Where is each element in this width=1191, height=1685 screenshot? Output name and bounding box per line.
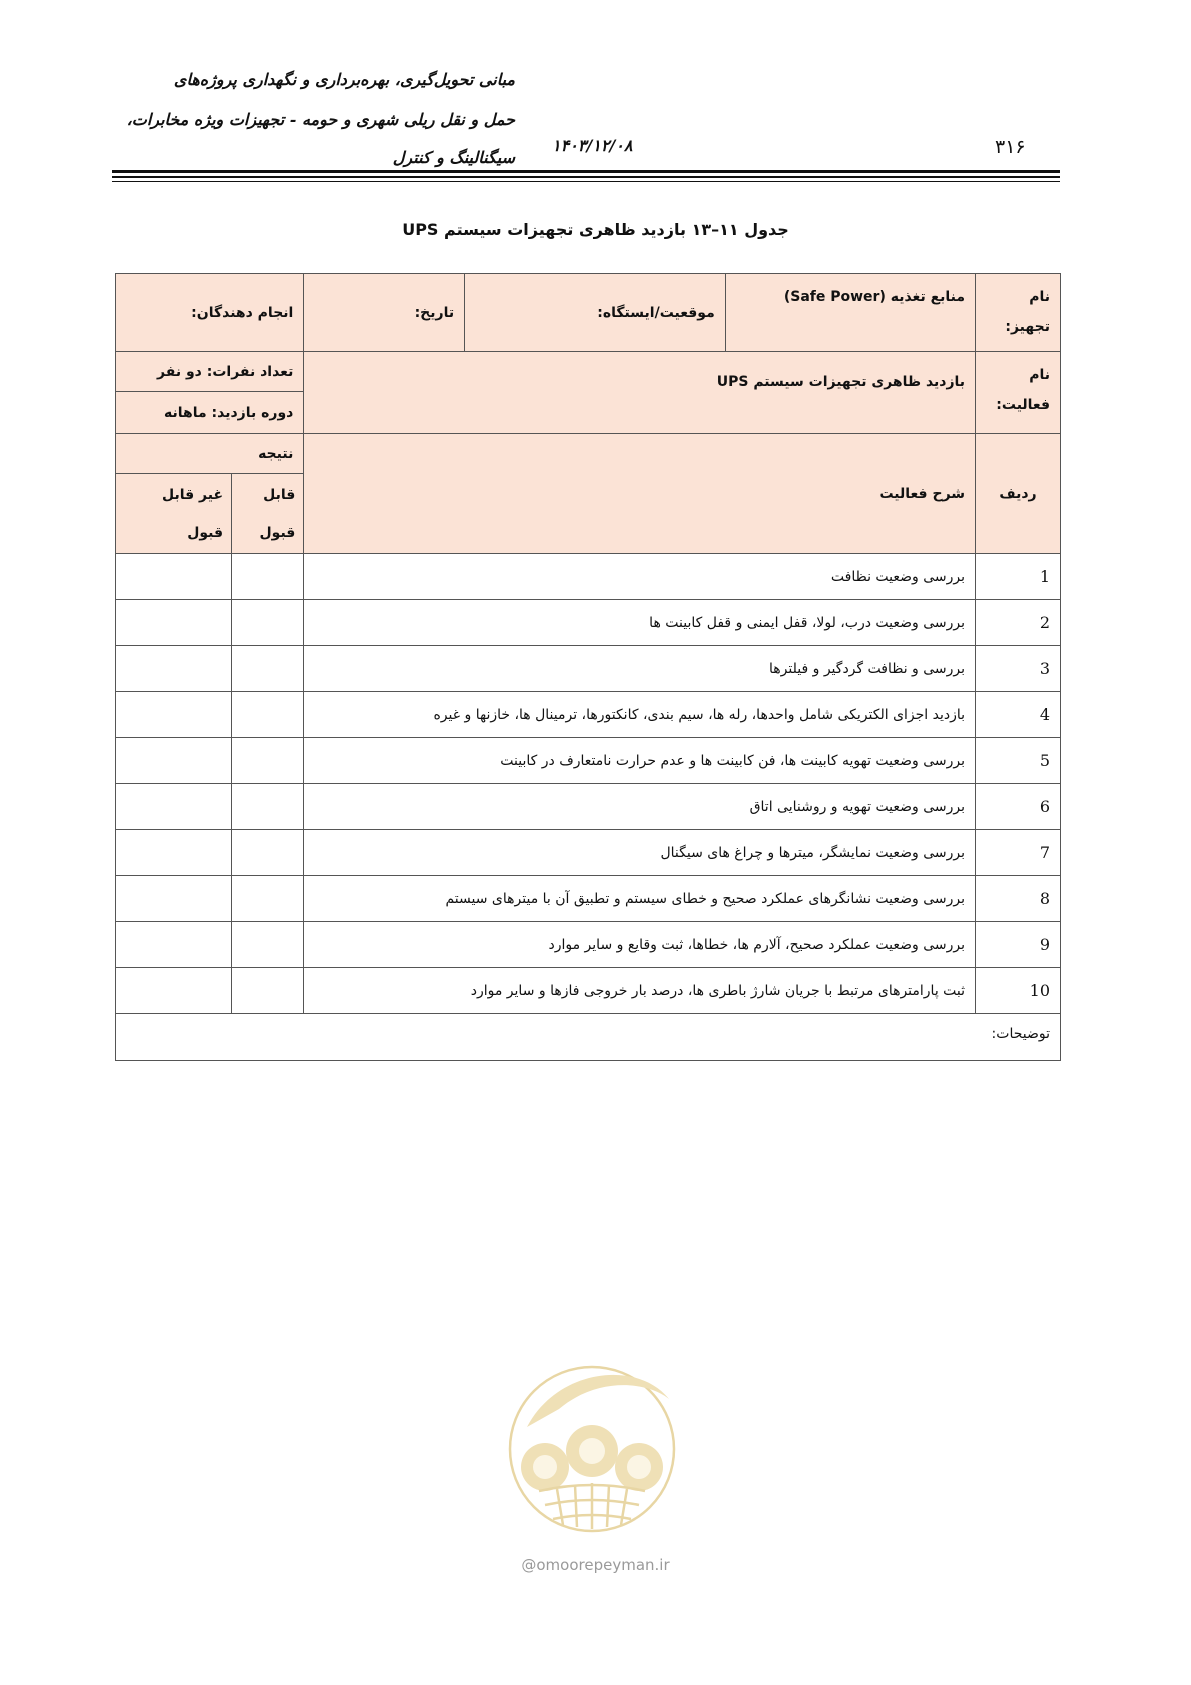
logo-swoosh: [527, 1375, 669, 1427]
page-number: ۳۱۶: [995, 136, 1026, 158]
header-date: ۱۴۰۳/۱۲/۰۸: [552, 136, 633, 155]
column-header-row: [116, 434, 1061, 474]
unacceptable-cell[interactable]: [116, 784, 232, 830]
row-number: 4: [976, 692, 1061, 738]
row-description: بررسی وضعیت تهویه و روشنایی اتاق: [304, 784, 976, 830]
notes-row: [116, 1014, 1061, 1061]
row-description: بررسی وضعیت درب، لولا، قفل ایمنی و قفل کابینت ها: [304, 600, 976, 646]
unacceptable-cell[interactable]: [116, 968, 232, 1014]
unacceptable-cell[interactable]: [116, 600, 232, 646]
table-row: [116, 876, 1061, 922]
acceptable-cell[interactable]: [232, 600, 304, 646]
result-header: نتیجه: [116, 434, 304, 474]
table-row: [116, 646, 1061, 692]
table-row: [116, 830, 1061, 876]
table-row: [116, 692, 1061, 738]
row-number-header: ردیف: [976, 434, 1061, 554]
header-rule: [112, 176, 1060, 178]
acceptable-cell[interactable]: [232, 692, 304, 738]
visit-period: دوره بازدید: ماهانه: [116, 392, 304, 434]
row-description: بازدید اجزای الکتریکی شامل واحدها، رله ها، سیم بندی، کانکتورها، ترمینال ها، خازنها و غیره: [304, 692, 976, 738]
description-header: شرح فعالیت: [304, 434, 976, 554]
unacceptable-cell[interactable]: [116, 922, 232, 968]
table-row: [116, 554, 1061, 600]
table-caption: جدول ۱۱–۱۳ بازدید ظاهری تجهیزات سیستم UPS: [402, 220, 789, 239]
table-row: [116, 738, 1061, 784]
staff-count: تعداد نفرات: دو نفر: [116, 352, 304, 392]
row-description: بررسی وضعیت نشانگرهای عملکرد صحیح و خطای سیستم و تطبیق آن با میترهای سیستم: [304, 876, 976, 922]
equipment-label: نام تجهیز:: [976, 274, 1061, 352]
row-description: بررسی وضعیت تهویه کابینت ها، فن کابینت ها و عدم حرارت نامتعارف در کابینت: [304, 738, 976, 784]
table-row: [116, 968, 1061, 1014]
header-rule: [112, 170, 1060, 173]
row-number: 6: [976, 784, 1061, 830]
header-title-line1: مبانی تحویل‌گیری، بهره‌برداری و نگهداری پروژه‌های: [173, 70, 515, 89]
acceptable-cell[interactable]: [232, 646, 304, 692]
acceptable-cell[interactable]: [232, 968, 304, 1014]
acceptable-cell[interactable]: [232, 922, 304, 968]
activity-label: نام فعالیت:: [976, 352, 1061, 434]
unacceptable-cell[interactable]: [116, 876, 232, 922]
row-number: 5: [976, 738, 1061, 784]
inspection-table: [115, 273, 1061, 1061]
row-number: 3: [976, 646, 1061, 692]
row-number: 2: [976, 600, 1061, 646]
header-rule: [112, 181, 1060, 182]
acceptable-header: قابل قبول: [232, 474, 304, 554]
row-number: 9: [976, 922, 1061, 968]
unacceptable-cell[interactable]: [116, 646, 232, 692]
row-description: بررسی وضعیت نمایشگر، میترها و چراغ های سیگنال: [304, 830, 976, 876]
unacceptable-cell[interactable]: [116, 738, 232, 784]
header-title-line3: سیگنالینگ و کنترل: [392, 148, 515, 167]
equipment-info-row: [116, 274, 1061, 352]
activity-value: بازدید ظاهری تجهیزات سیستم UPS: [304, 352, 976, 434]
row-description: بررسی وضعیت نظافت: [304, 554, 976, 600]
unacceptable-cell[interactable]: [116, 554, 232, 600]
equipment-value: منابع تغذیه (Safe Power): [725, 274, 975, 352]
table-row: [116, 600, 1061, 646]
date-label: تاریخ:: [304, 274, 465, 352]
acceptable-cell[interactable]: [232, 830, 304, 876]
acceptable-cell[interactable]: [232, 784, 304, 830]
acceptable-cell[interactable]: [232, 554, 304, 600]
location-label: موقعیت/ایستگاه:: [465, 274, 726, 352]
row-description: بررسی و نظافت گردگیر و فیلترها: [304, 646, 976, 692]
unacceptable-header: غیر قابل قبول: [116, 474, 232, 554]
unacceptable-cell[interactable]: [116, 692, 232, 738]
table-row: [116, 784, 1061, 830]
row-number: 7: [976, 830, 1061, 876]
unacceptable-cell[interactable]: [116, 830, 232, 876]
row-description: ثبت پارامترهای مرتبط با جریان شارژ باطری ها، درصد بار خروجی فازها و سایر موارد: [304, 968, 976, 1014]
watermark-url: @omoorepeyman.ir: [521, 1556, 670, 1574]
acceptable-cell[interactable]: [232, 876, 304, 922]
row-number: 10: [976, 968, 1061, 1014]
acceptable-cell[interactable]: [232, 738, 304, 784]
row-description: بررسی وضعیت عملکرد صحیح، آلارم ها، خطاها، ثبت وقایع و سایر موارد: [304, 922, 976, 968]
table-row: [116, 922, 1061, 968]
header-title-line2: حمل و نقل ریلی شهری و حومه - تجهیزات ویژه مخابرات،: [126, 110, 515, 129]
notes-label: توضیحات:: [116, 1014, 1061, 1061]
performers-label: انجام دهندگان:: [116, 274, 304, 352]
activity-row: [116, 352, 1061, 392]
row-number: 8: [976, 876, 1061, 922]
row-number: 1: [976, 554, 1061, 600]
